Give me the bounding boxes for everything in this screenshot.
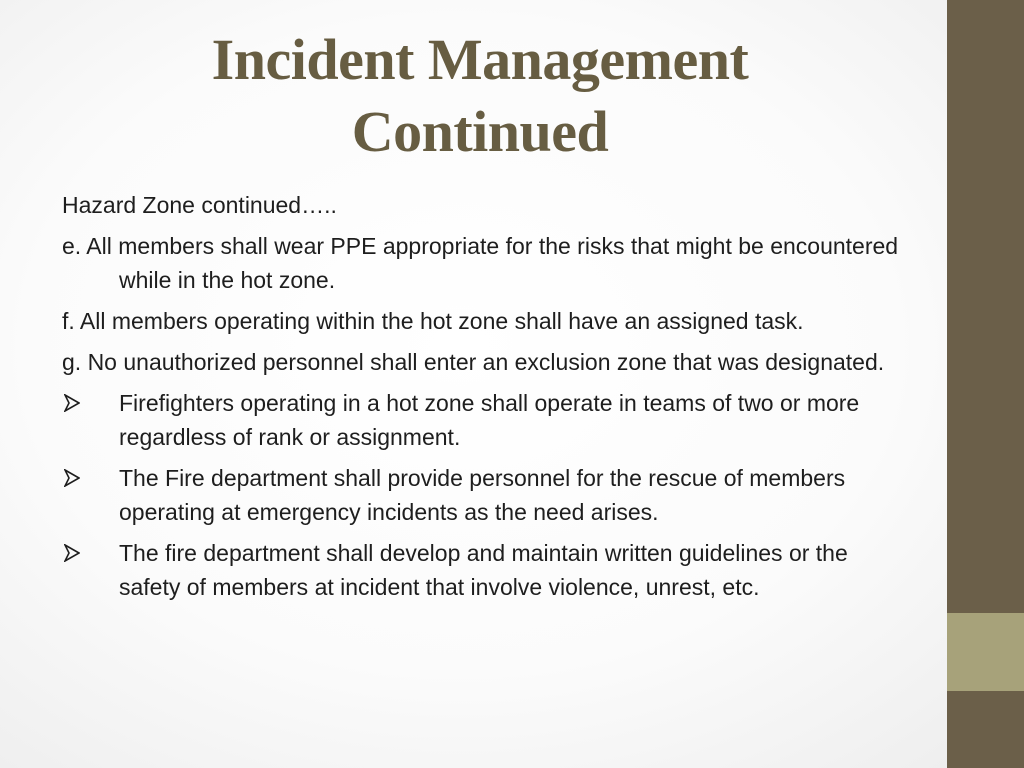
paragraph-g: g. No unauthorized personnel shall enter an exclusion zone that was designated. bbox=[62, 349, 885, 375]
bullet-item bbox=[62, 536, 902, 604]
bullet-text: The fire department shall develop and maintain written guidelines or the safety of members at incident that involve violence, unrest, etc. bbox=[119, 540, 848, 600]
arrowhead-icon bbox=[64, 469, 80, 487]
intro-text: Hazard Zone continued….. bbox=[62, 192, 337, 218]
paragraph-f: f. All members operating within the hot zone shall have an assigned task. bbox=[62, 308, 804, 334]
title-line-2: Continued bbox=[351, 99, 609, 164]
decorative-side-accent bbox=[947, 613, 1024, 691]
bullet-item bbox=[62, 386, 902, 454]
slide-title bbox=[60, 24, 900, 168]
bullet-text: The Fire department shall provide personnel for the rescue of members operating at emergency incidents as the need arises. bbox=[119, 465, 846, 525]
bullet-text: Firefighters operating in a hot zone shall operate in teams of two or more regardless of rank or assignment. bbox=[119, 390, 860, 450]
bullet-item bbox=[62, 461, 902, 529]
arrowhead-icon bbox=[64, 544, 80, 562]
title-line-1: Incident Management bbox=[211, 27, 749, 92]
paragraph-e: e. All members shall wear PPE appropriate for the risks that might be encountered while in the hot zone. bbox=[62, 233, 899, 293]
arrowhead-icon bbox=[64, 394, 80, 412]
slide-body bbox=[62, 188, 902, 611]
